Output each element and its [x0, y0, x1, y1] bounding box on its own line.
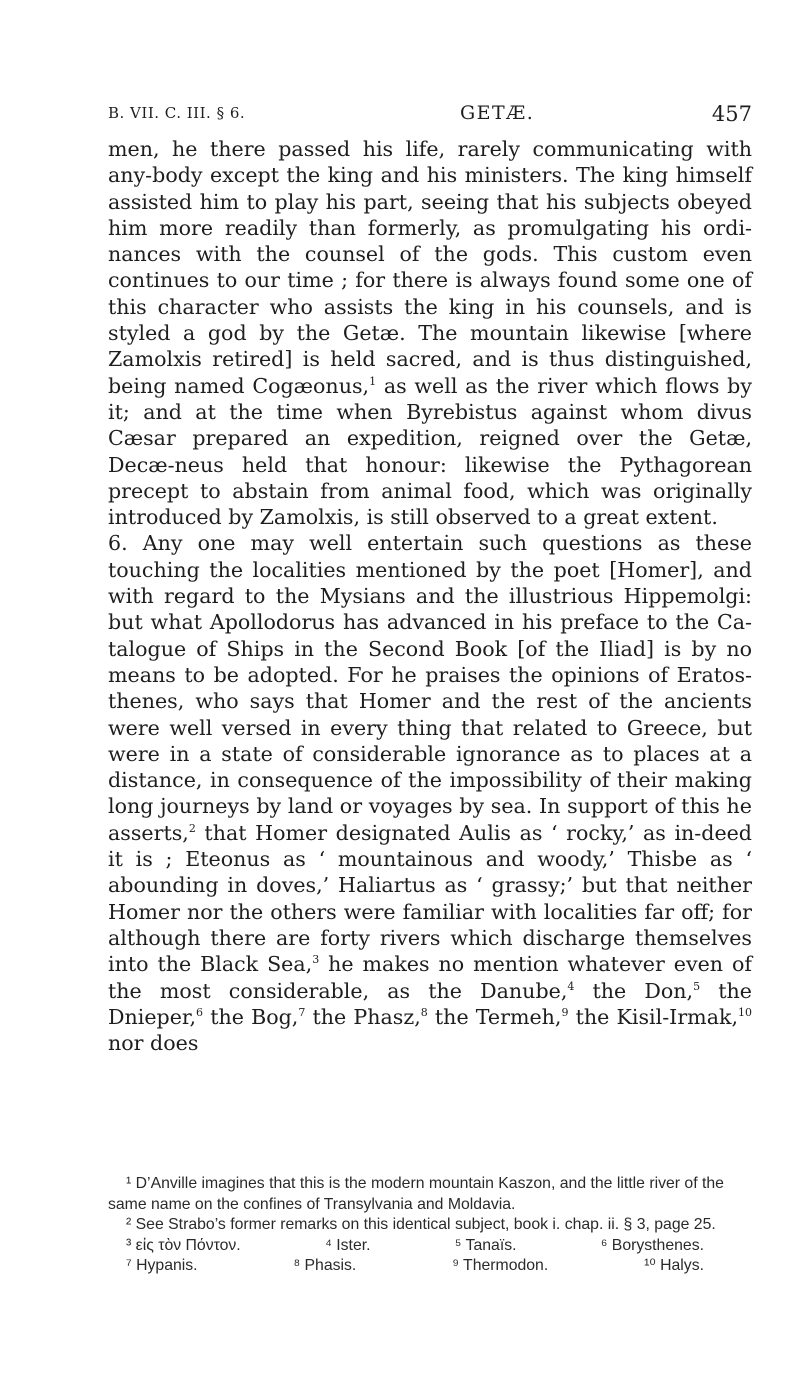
paragraph-2-text-g: the Phasz,: [305, 1004, 421, 1029]
footnote-ref-10[interactable]: 10: [738, 1005, 752, 1019]
footnote-ref-5[interactable]: 5: [693, 979, 701, 993]
footnotes: [108, 1174, 752, 1277]
footnote-ref-7[interactable]: 7: [298, 1005, 306, 1019]
paragraph-2-text-d: the Don,: [574, 978, 694, 1003]
footnote-ref-3[interactable]: 3: [312, 953, 320, 967]
section-reference: B. VII. C. III. § 6.: [108, 104, 246, 122]
footnote-8: ⁸ Phasis.: [293, 1257, 357, 1274]
footnote-row-b: [108, 1256, 752, 1277]
footnote-ref-9[interactable]: 9: [561, 1005, 569, 1019]
footnote-ref-6[interactable]: 6: [196, 1005, 204, 1019]
footnote-5: ⁵ Tanaïs.: [454, 1236, 517, 1254]
page-number: 457: [711, 102, 752, 126]
footnote-ref-2[interactable]: 2: [188, 821, 196, 835]
paragraph-2-text-i: the Kisil-Irmak,: [568, 1004, 738, 1029]
paragraph-2-text-c: he makes no mention whatever even of the most considerable, as the Danube,: [108, 952, 752, 1003]
footnote-row-a: [108, 1236, 752, 1257]
paragraph-1-text-a: men, he there passed his life, rarely communicating with any-body except the king and his ministers. The king himself assisted him to play his part, seeing that his subjects obeyed him more readily than formerly, as promulgating his ordi-nances with the counsel of the gods. This custom even continues to our time ; for there is always found some one of this character who assists the king in his counsels, and is styled a god by the Getæ. The mountain likewise [where Zamolxis retired] is held sacred, and is thus distinguished, being named Cogæonus,: [108, 137, 752, 398]
footnote-ref-4[interactable]: 4: [567, 979, 575, 993]
chapter-title: GETÆ.: [460, 102, 535, 124]
paragraph-1-text-b: as well as the river which flows by it; and at the time when Byrebistus against whom divus Cæsar prepared an expedition, reigned over the Getæ, Decæ-neus held that honour: likewise the Pythagorean precept to abstain from animal food, which was originally introduced by Zamolxis, is still observed to a great extent.: [108, 373, 752, 530]
paragraph-1: [108, 136, 752, 530]
paragraph-2-text-b: that Homer designated Aulis as ‘ rocky,’ as in-deed it is ; Eteonus as ‘ mountainous and woody,’ Thisbe as ‘ abounding in doves,’ Haliartus as ‘ grassy;’ but that neither Homer nor the others were familiar with localities far off; for although there are forty rivers which discharge themselves into the Black Sea,: [108, 820, 752, 977]
paragraph-2-text-a: 6. Any one may well entertain such questions as these touching the localities mentioned by the poet [Homer], and with regard to the Mysians and the illustrious Hippemolgi: but what Apollodorus has advanced in his preface to the Ca-talogue of Ships in the Second Book [of the Iliad] is by no means to be adopted. For he praises the opinions of Eratos-thenes, who says that Homer and the rest of the ancients were well versed in every thing that related to Greece, but were in a state of considerable ignorance as to places at a distance, in consequence of the impossibility of their making long journeys by land or voyages by sea. In support of this he asserts,: [108, 531, 752, 845]
footnote-4: ⁴ Ister.: [325, 1236, 371, 1254]
footnote-7: ⁷ Hypanis.: [126, 1257, 198, 1274]
paragraph-2-text-f: the Bog,: [203, 1004, 299, 1029]
footnote-10: ¹⁰ Halys.: [644, 1257, 704, 1274]
main-text: [108, 136, 752, 1056]
footnote-ref-1[interactable]: 1: [369, 374, 377, 388]
paragraph-2-text-e: the Dnieper,: [108, 978, 752, 1029]
footnote-6: ⁶ Borysthenes.: [600, 1236, 704, 1254]
footnote-9: ⁹ Thermodon.: [452, 1257, 549, 1274]
paragraph-2-text-h: the Termeh,: [427, 1004, 562, 1029]
footnote-ref-8[interactable]: 8: [420, 1005, 428, 1019]
footnote-2: ² See Strabo’s former remarks on this identical subject, book i. chap. ii. § 3, page 25.: [126, 1216, 716, 1233]
running-header: [108, 102, 752, 132]
paragraph-2-text-j: nor does: [108, 1031, 199, 1056]
footnote-3: ³ εἰς τὸν Πόντον.: [126, 1236, 241, 1254]
paragraph-2: [108, 530, 752, 1056]
footnote-1: ¹ D’Anville imagines that this is the modern mountain Kaszon, and the little river of the same name on the confines of Transylvania and Moldavia.: [108, 1175, 724, 1213]
